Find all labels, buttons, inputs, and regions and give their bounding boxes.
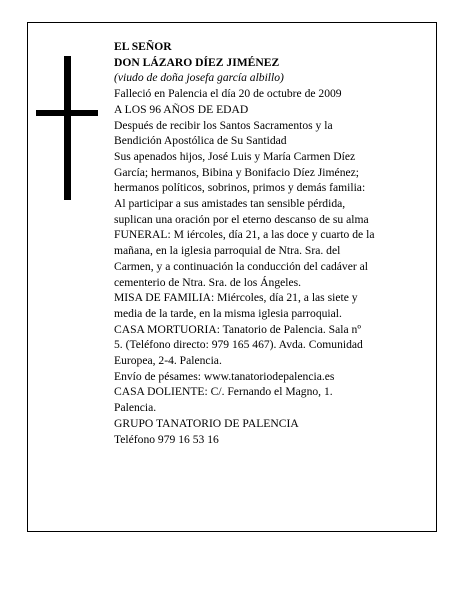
grieving-home-line-1: CASA DOLIENTE: C/. Fernando el Magno, 1. xyxy=(114,385,333,399)
header-title: EL SEÑOR xyxy=(114,40,172,53)
condolences-line: Envío de pésames: www.tanatoriodepalencia.es xyxy=(114,369,335,383)
grieving-home-line-2: Palencia. xyxy=(114,401,157,415)
funeral-line-3: Carmen, y a continuación la conducción del cadáver al xyxy=(114,259,368,273)
request-line-2: suplican una oración por el eterno descanso de su alma xyxy=(114,212,369,226)
notice-text xyxy=(114,39,434,447)
cross-horizontal-bar xyxy=(36,110,98,116)
mortuary-line-2: 5. (Teléfono directo: 979 165 467). Avda. Comunidad xyxy=(114,338,363,352)
funeral-line-4: cementerio de Ntra. Sra. de los Ángeles. xyxy=(114,275,302,289)
cross-vertical-bar xyxy=(64,56,71,200)
widower-note: (viudo de doña josefa garcía albillo) xyxy=(114,71,284,85)
phone-line: Teléfono 979 16 53 16 xyxy=(114,432,219,446)
mortuary-line-1: CASA MORTUORIA: Tanatorio de Palencia. Sala nº xyxy=(114,322,361,336)
sacraments-line-1: Después de recibir los Santos Sacramentos y la xyxy=(114,118,333,132)
mortuary-line-3: Europea, 2-4. Palencia. xyxy=(114,354,222,368)
age-line: A LOS 96 AÑOS DE EDAD xyxy=(114,102,249,116)
sacraments-line-2: Bendición Apostólica de Su Santidad xyxy=(114,134,287,148)
request-line-1: Al participar a sus amistades tan sensible pérdida, xyxy=(114,197,346,211)
mass-line-2: media de la tarde, en la misma iglesia parroquial. xyxy=(114,306,342,320)
cross-icon xyxy=(36,56,98,200)
family-line-3: hermanos políticos, sobrinos, primos y demás familia: xyxy=(114,181,366,195)
funeral-line-1: FUNERAL: M iércoles, día 21, a las doce y cuarto de la xyxy=(114,228,375,242)
mass-line-1: MISA DE FAMILIA: Miércoles, día 21, a las siete y xyxy=(114,291,358,305)
funeral-home-group: GRUPO TANATORIO DE PALENCIA xyxy=(114,416,299,430)
family-line-1: Sus apenados hijos, José Luis y María Carmen Díez xyxy=(114,149,356,163)
family-line-2: García; hermanos, Bibina y Bonifacio Díez Jiménez; xyxy=(114,165,359,179)
deceased-name: DON LÁZARO DÍEZ JIMÉNEZ xyxy=(114,55,280,69)
obituary-notice xyxy=(27,22,437,532)
funeral-line-2: mañana, en la iglesia parroquial de Ntra. Sra. del xyxy=(114,244,341,258)
death-date-line: Falleció en Palencia el día 20 de octubre de 2009 xyxy=(114,87,342,101)
